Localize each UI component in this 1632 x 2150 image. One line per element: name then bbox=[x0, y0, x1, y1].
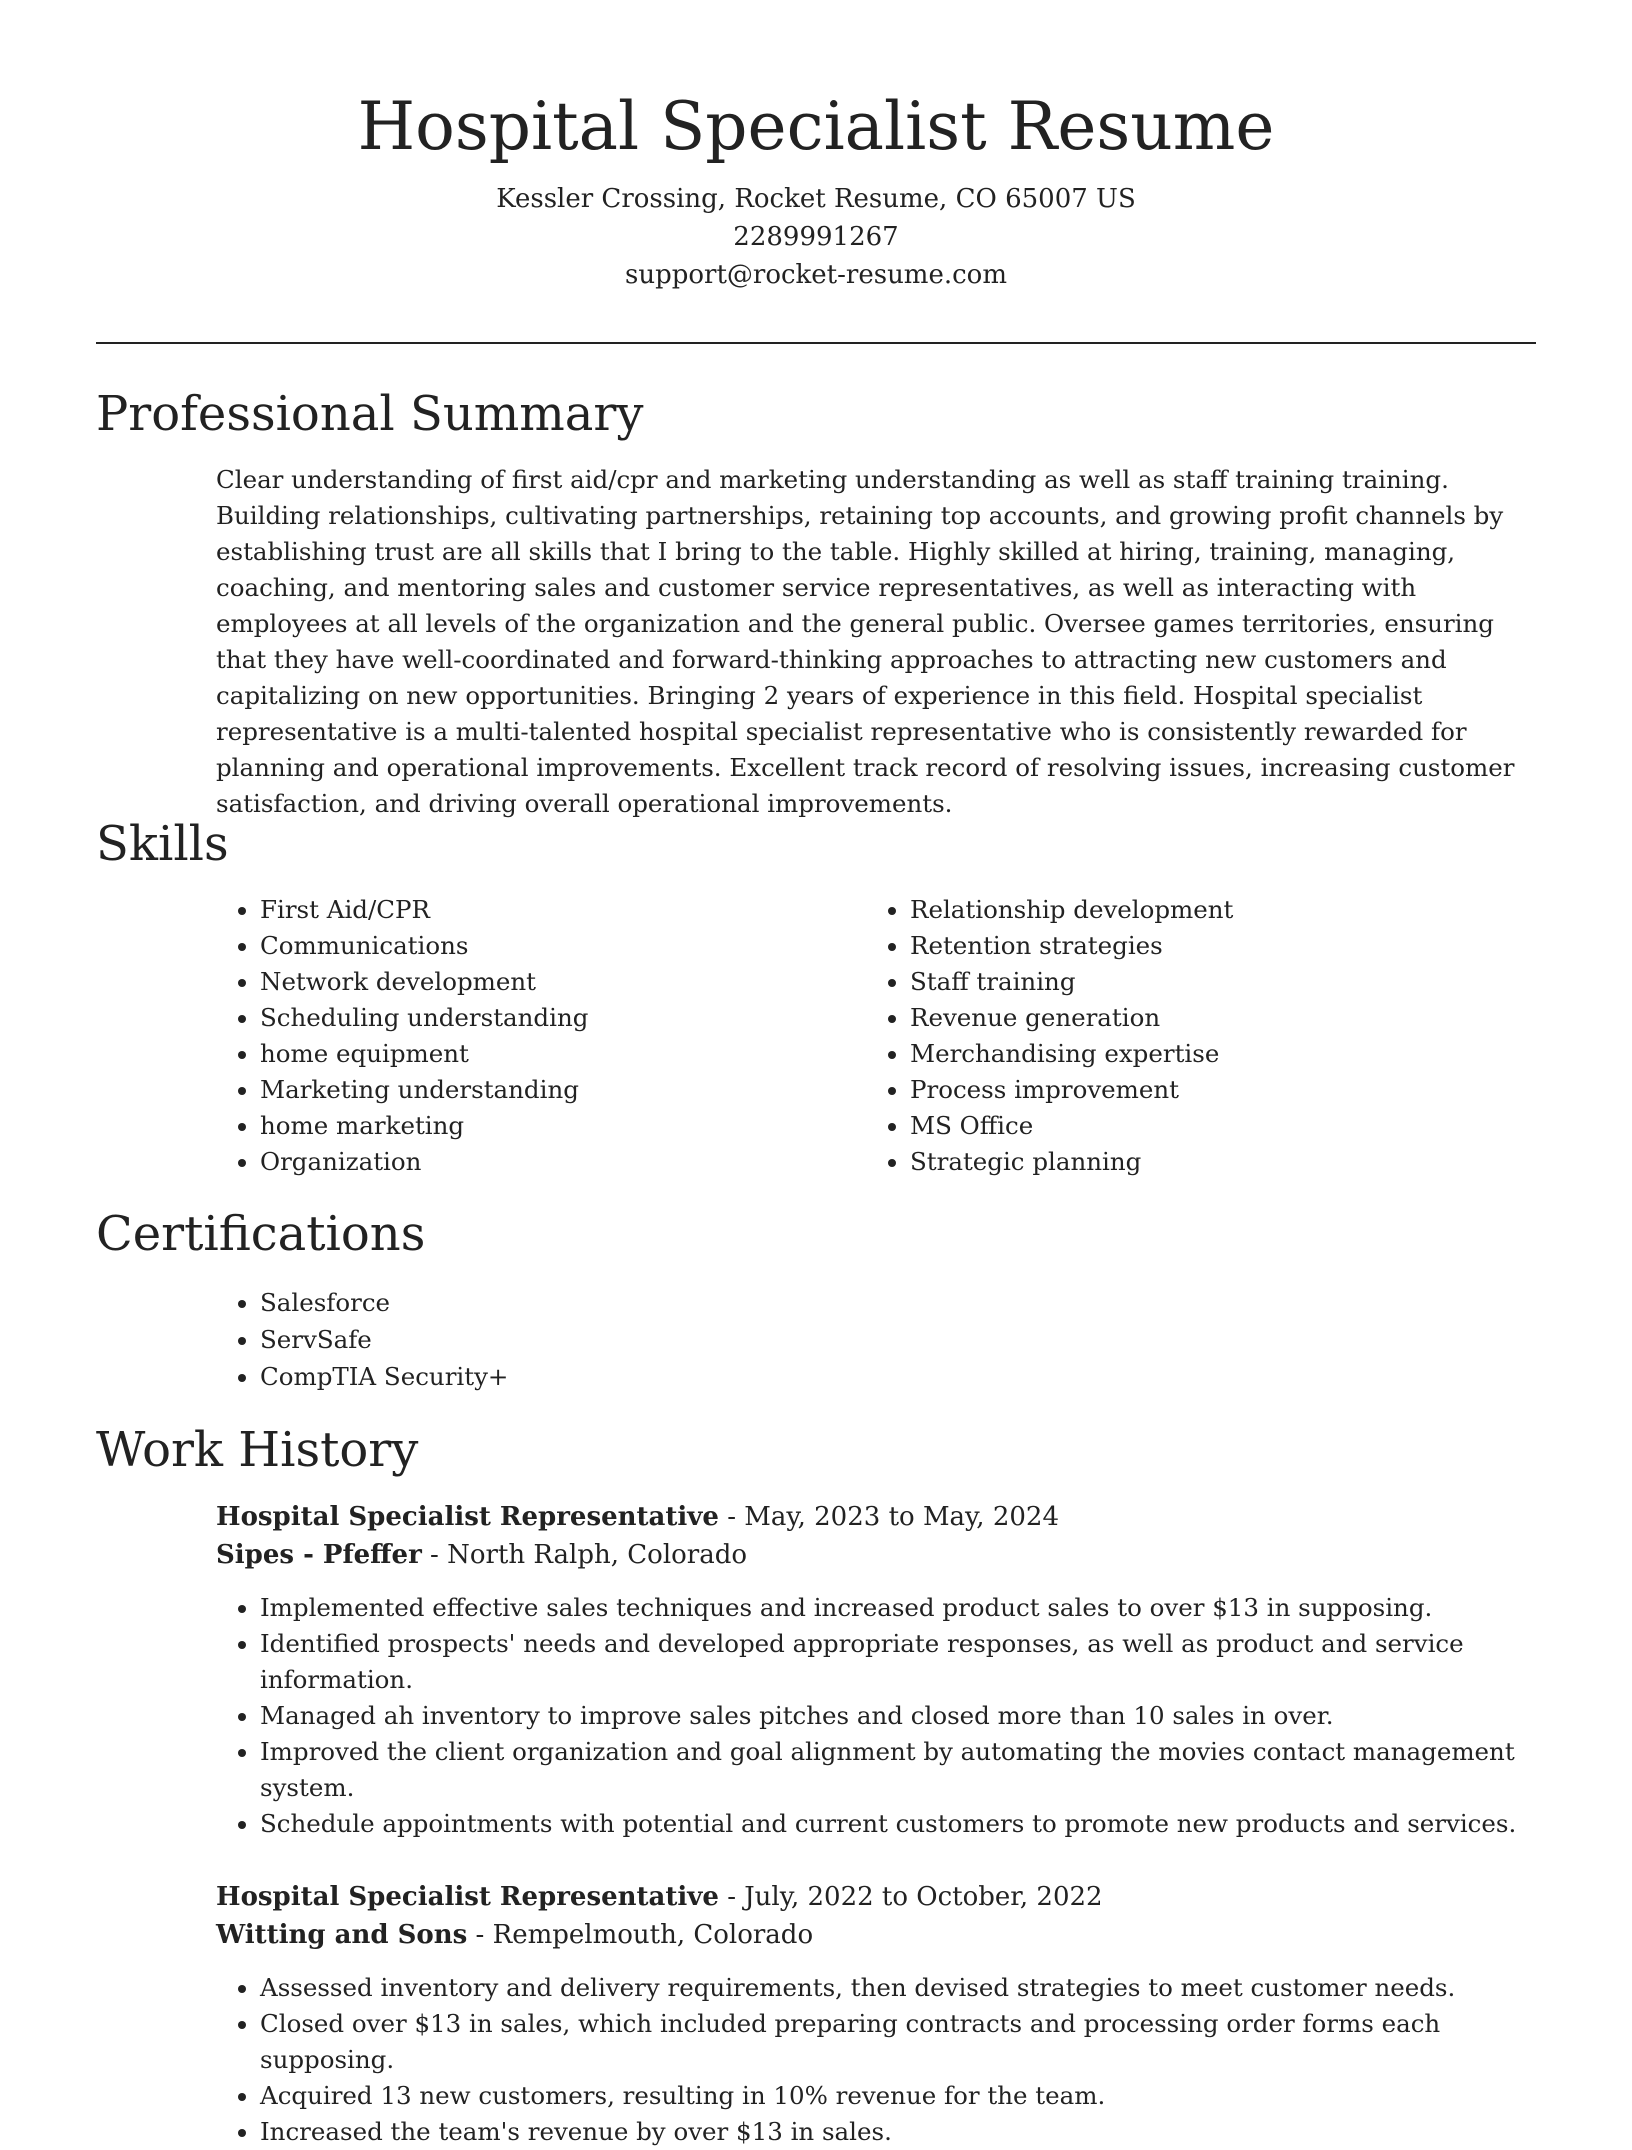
skill-item: • Merchandising expertise bbox=[910, 1036, 1506, 1072]
skill-item: • home marketing bbox=[260, 1108, 816, 1144]
skill-item: • Staff training bbox=[910, 964, 1506, 1000]
job-bullet: • Assessed inventory and delivery requirements, then devised strategies to meet customer needs. bbox=[260, 1970, 1536, 2006]
job-title-line bbox=[216, 1878, 1536, 1916]
certification-item: • Salesforce bbox=[260, 1284, 816, 1321]
skill-item: • Marketing understanding bbox=[260, 1072, 816, 1108]
job-entry bbox=[216, 1498, 1536, 1842]
certifications-heading: Certifications bbox=[96, 1206, 426, 1262]
address: Kessler Crossing, Rocket Resume, CO 65007 US bbox=[496, 184, 1136, 214]
phone-number: 2289991267 bbox=[733, 222, 899, 252]
certifications-list bbox=[216, 1284, 816, 1395]
skill-item: • Process improvement bbox=[910, 1072, 1506, 1108]
header-divider bbox=[96, 342, 1536, 344]
certification-item: • CompTIA Security+ bbox=[260, 1358, 816, 1395]
skill-item: • Scheduling understanding bbox=[260, 1000, 816, 1036]
job-bullet: • Identified prospects' needs and developed appropriate responses, as well as product and service information. bbox=[260, 1626, 1536, 1698]
skill-item: • Communications bbox=[260, 928, 816, 964]
job-company: Witting and Sons bbox=[216, 1920, 468, 1950]
job-bullet: • Increased the team's revenue by over $13 in sales. bbox=[260, 2114, 1536, 2150]
job-title: Hospital Specialist Representative bbox=[216, 1882, 719, 1912]
job-company: Sipes - Pfeffer bbox=[216, 1540, 422, 1570]
skill-item: • Relationship development bbox=[910, 892, 1506, 928]
job-company-line bbox=[216, 1916, 1536, 1954]
job-entry bbox=[216, 1878, 1536, 2150]
job-bullet: • Implemented effective sales techniques and increased product sales to over $13 in supposing. bbox=[260, 1590, 1536, 1626]
skill-item: • Strategic planning bbox=[910, 1144, 1506, 1180]
summary-heading: Professional Summary bbox=[96, 386, 644, 442]
skill-item: • MS Office bbox=[910, 1108, 1506, 1144]
email-address: support@rocket-resume.com bbox=[624, 260, 1007, 290]
summary-text: Clear understanding of first aid/cpr and marketing understanding as well as staff training training. Building relationships, cultivating partnerships, retaining top accounts, and growing profit channels by establishing trust are all skills that I bring to the table. Highly skilled at hiring, training, managing, coaching, and mentoring sales and customer service representatives, as well as interacting with employees at all levels of the organization and the general public. Oversee games territories, ensuring that they have well-coordinated and forward-thinking approaches to attracting new customers and capitalizing on new opportunities. Bringing 2 years of experience in this field. Hospital specialist representative is a multi-talented hospital specialist representative who is consistently rewarded for planning and operational improvements. Excellent track record of resolving issues, increasing customer satisfaction, and driving overall operational improvements. bbox=[216, 465, 1515, 818]
job-bullet: • Closed over $13 in sales, which included preparing contracts and processing order forms each supposing. bbox=[260, 2006, 1536, 2078]
skill-item: • Organization bbox=[260, 1144, 816, 1180]
job-company-line bbox=[216, 1536, 1536, 1574]
skill-item: • Retention strategies bbox=[910, 928, 1506, 964]
skills-heading: Skills bbox=[96, 816, 229, 872]
resume-title: Hospital Specialist Resume bbox=[357, 88, 1275, 165]
certification-item: • ServSafe bbox=[260, 1321, 816, 1358]
skill-item: • First Aid/CPR bbox=[260, 892, 816, 928]
job-bullet: • Schedule appointments with potential and current customers to promote new products and services. bbox=[260, 1806, 1536, 1842]
job-location: - Rempelmouth, Colorado bbox=[467, 1920, 814, 1950]
resume-header bbox=[96, 84, 1536, 294]
work-history-heading: Work History bbox=[96, 1422, 419, 1478]
skills-list-right bbox=[866, 892, 1506, 1180]
skill-item: • home equipment bbox=[260, 1036, 816, 1072]
job-bullet: • Improved the client organization and goal alignment by automating the movies contact management system. bbox=[260, 1734, 1536, 1806]
job-bullet: • Acquired 13 new customers, resulting in 10% revenue for the team. bbox=[260, 2078, 1536, 2114]
skill-item: • Revenue generation bbox=[910, 1000, 1506, 1036]
job-title-line bbox=[216, 1498, 1536, 1536]
skills-list-left bbox=[216, 892, 816, 1180]
job-dates: - July, 2022 to October, 2022 bbox=[718, 1882, 1103, 1912]
job-title: Hospital Specialist Representative bbox=[216, 1502, 719, 1532]
job-location: - North Ralph, Colorado bbox=[421, 1540, 748, 1570]
job-bullet: • Managed ah inventory to improve sales pitches and closed more than 10 sales in over. bbox=[260, 1698, 1536, 1734]
job-dates: - May, 2023 to May, 2024 bbox=[718, 1502, 1059, 1532]
skill-item: • Network development bbox=[260, 964, 816, 1000]
